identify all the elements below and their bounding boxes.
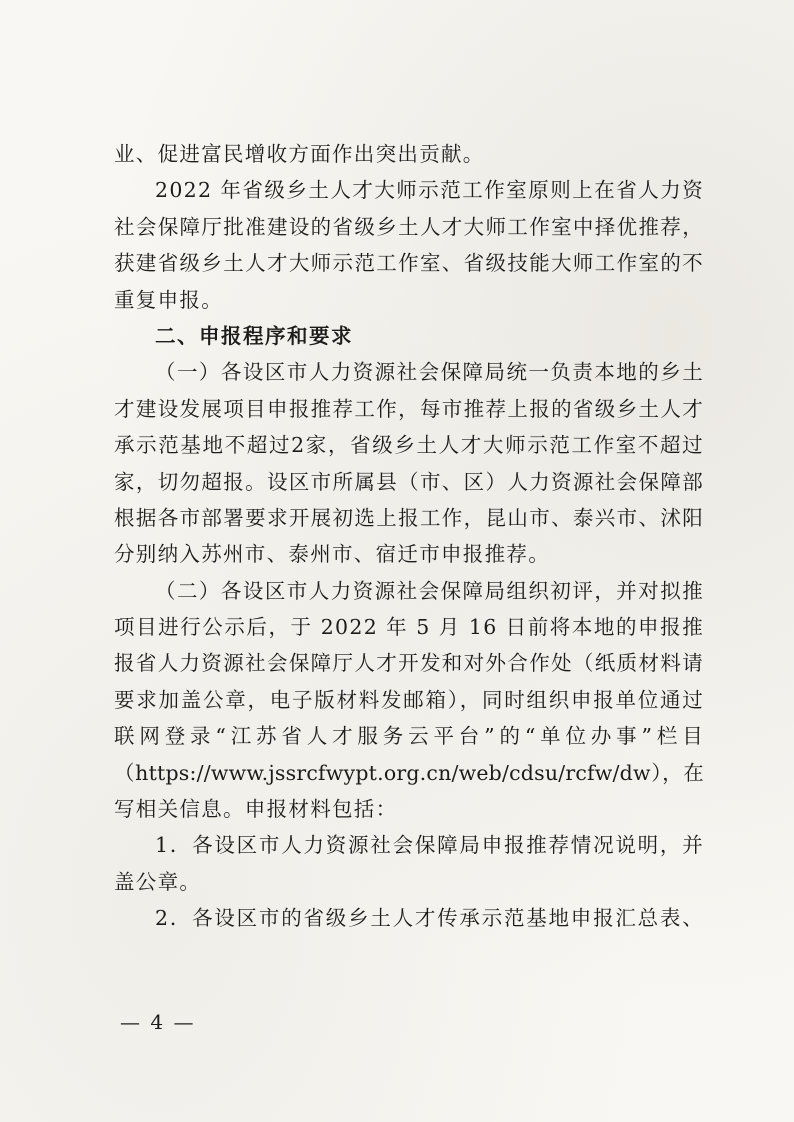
paragraph-line: 社会保障厅批准建设的省级乡土人才大师工作室中择优推荐， [114,214,704,239]
paragraph-line: 2022 年省级乡土人才大师示范工作室原则上在省人力资 [155,178,704,203]
page-number: — 4 — [120,1010,196,1034]
paragraph-line: 根据各市部署要求开展初选上报工作，昆山市、泰兴市、沭阳 [114,505,704,530]
paragraph-line: 获建省级乡土人才大师示范工作室、省级技能大师工作室的不 [114,251,704,276]
paragraph-line: 报省人力资源社会保障厅人才开发和对外合作处（纸质材料请 [114,651,704,676]
paragraph-line: 要求加盖公章，电子版材料发邮箱），同时组织申报单位通过 [114,687,704,712]
paragraph-line: （二）各设区市人力资源社会保障局组织初评，并对拟推 [155,578,704,603]
paragraph-line: 承示范基地不超过2家，省级乡土人才大师示范工作室不超过 [114,433,704,458]
paragraph-line: 分别纳入苏州市、泰州市、宿迁市申报推荐。 [114,542,550,567]
paragraph-line: 才建设发展项目申报推荐工作，每市推荐上报的省级乡土人才 [114,396,704,421]
paragraph-line: 项目进行公示后，于 2022 年 5 月 16 日前将本地的申报推 [114,615,704,640]
paragraph-line: 写相关信息。申报材料包括： [114,797,398,822]
paragraph-line: 家，切勿超报。设区市所属县（市、区）人力资源社会保障部 [114,469,704,494]
list-item: 1．各设区市人力资源社会保障局申报推荐情况说明，并 [155,833,704,858]
paragraph-line: （一）各设区市人力资源社会保障局统一负责本地的乡土 [155,360,704,385]
section-heading: 二、申报程序和要求 [155,323,353,348]
paragraph-line: 联网登录“江苏省人才服务云平台”的“单位办事”栏目 [114,724,704,749]
paragraph-line: 重复申报。 [114,287,223,312]
paragraph-line: 盖公章。 [114,869,202,894]
document-body [114,136,704,937]
paragraph-line: 业、促进富民增收方面作出突出贡献。 [114,142,485,166]
list-item: 2．各设区市的省级乡土人才传承示范基地申报汇总表、 [155,906,704,931]
url-line: （https://www.jssrcfwypt.org.cn/web/cdsu/rcfw/dw），在 [114,760,704,785]
